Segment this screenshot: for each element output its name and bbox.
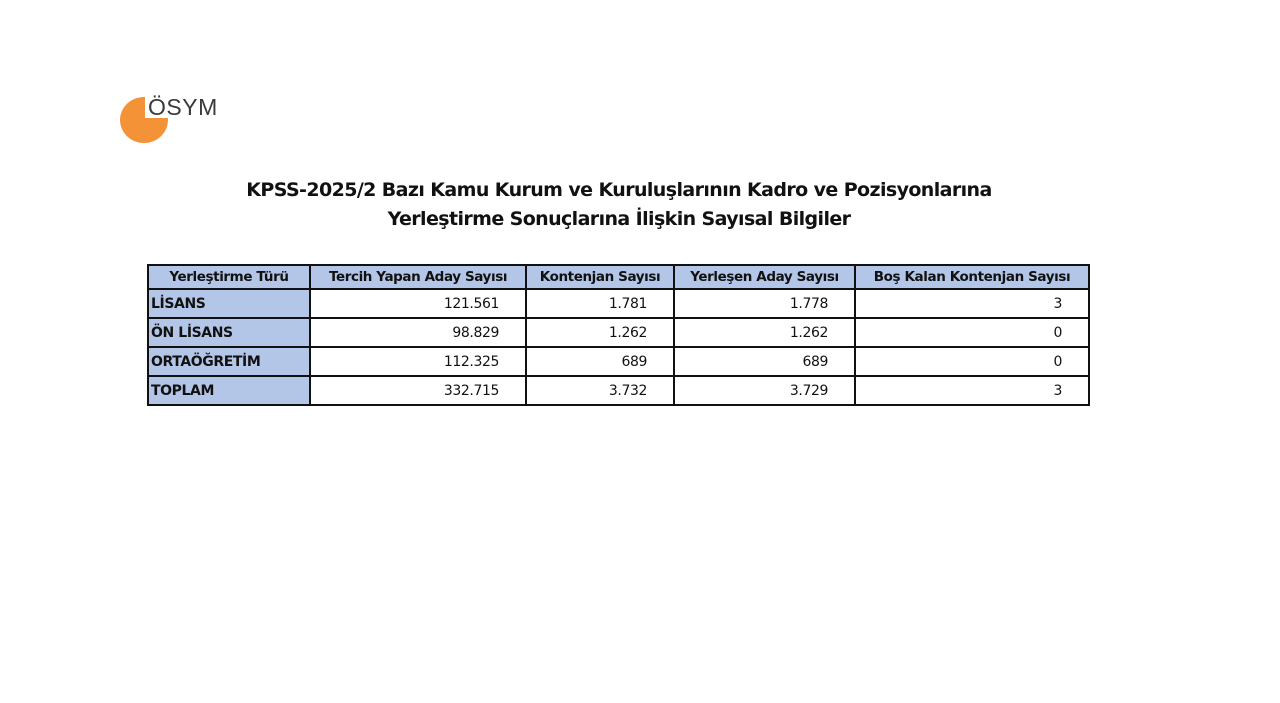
header-vacant: Boş Kalan Kontenjan Sayısı bbox=[855, 265, 1089, 289]
cell-vacant: 0 bbox=[855, 318, 1089, 347]
row-label: ÖN LİSANS bbox=[148, 318, 310, 347]
header-applicants: Tercih Yapan Aday Sayısı bbox=[310, 265, 526, 289]
cell-quota: 3.732 bbox=[526, 376, 674, 405]
cell-applicants: 98.829 bbox=[310, 318, 526, 347]
cell-placed: 1.778 bbox=[674, 289, 855, 318]
logo-text: ÖSYM bbox=[148, 94, 218, 120]
cell-quota: 1.262 bbox=[526, 318, 674, 347]
title-line-2: Yerleştirme Sonuçlarına İlişkin Sayısal Bilgiler bbox=[387, 208, 851, 230]
placement-stats-table bbox=[147, 264, 1090, 406]
cell-applicants: 332.715 bbox=[310, 376, 526, 405]
cell-applicants: 121.561 bbox=[310, 289, 526, 318]
row-label: ORTAÖĞRETİM bbox=[148, 347, 310, 376]
table-row bbox=[148, 289, 1089, 318]
table-row-total bbox=[148, 376, 1089, 405]
table-header-row bbox=[148, 265, 1089, 289]
cell-placed: 689 bbox=[674, 347, 855, 376]
cell-applicants: 112.325 bbox=[310, 347, 526, 376]
table-row bbox=[148, 347, 1089, 376]
header-placed: Yerleşen Aday Sayısı bbox=[674, 265, 855, 289]
row-label: LİSANS bbox=[148, 289, 310, 318]
header-quota: Kontenjan Sayısı bbox=[526, 265, 674, 289]
header-placement-type: Yerleştirme Türü bbox=[148, 265, 310, 289]
osym-logo bbox=[118, 94, 238, 146]
cell-quota: 689 bbox=[526, 347, 674, 376]
document-title bbox=[200, 176, 1038, 234]
cell-placed: 1.262 bbox=[674, 318, 855, 347]
cell-vacant: 0 bbox=[855, 347, 1089, 376]
cell-vacant: 3 bbox=[855, 289, 1089, 318]
cell-quota: 1.781 bbox=[526, 289, 674, 318]
row-label: TOPLAM bbox=[148, 376, 310, 405]
cell-placed: 3.729 bbox=[674, 376, 855, 405]
cell-vacant: 3 bbox=[855, 376, 1089, 405]
table-row bbox=[148, 318, 1089, 347]
title-line-1: KPSS-2025/2 Bazı Kamu Kurum ve Kuruluşlarının Kadro ve Pozisyonlarına bbox=[246, 179, 992, 201]
